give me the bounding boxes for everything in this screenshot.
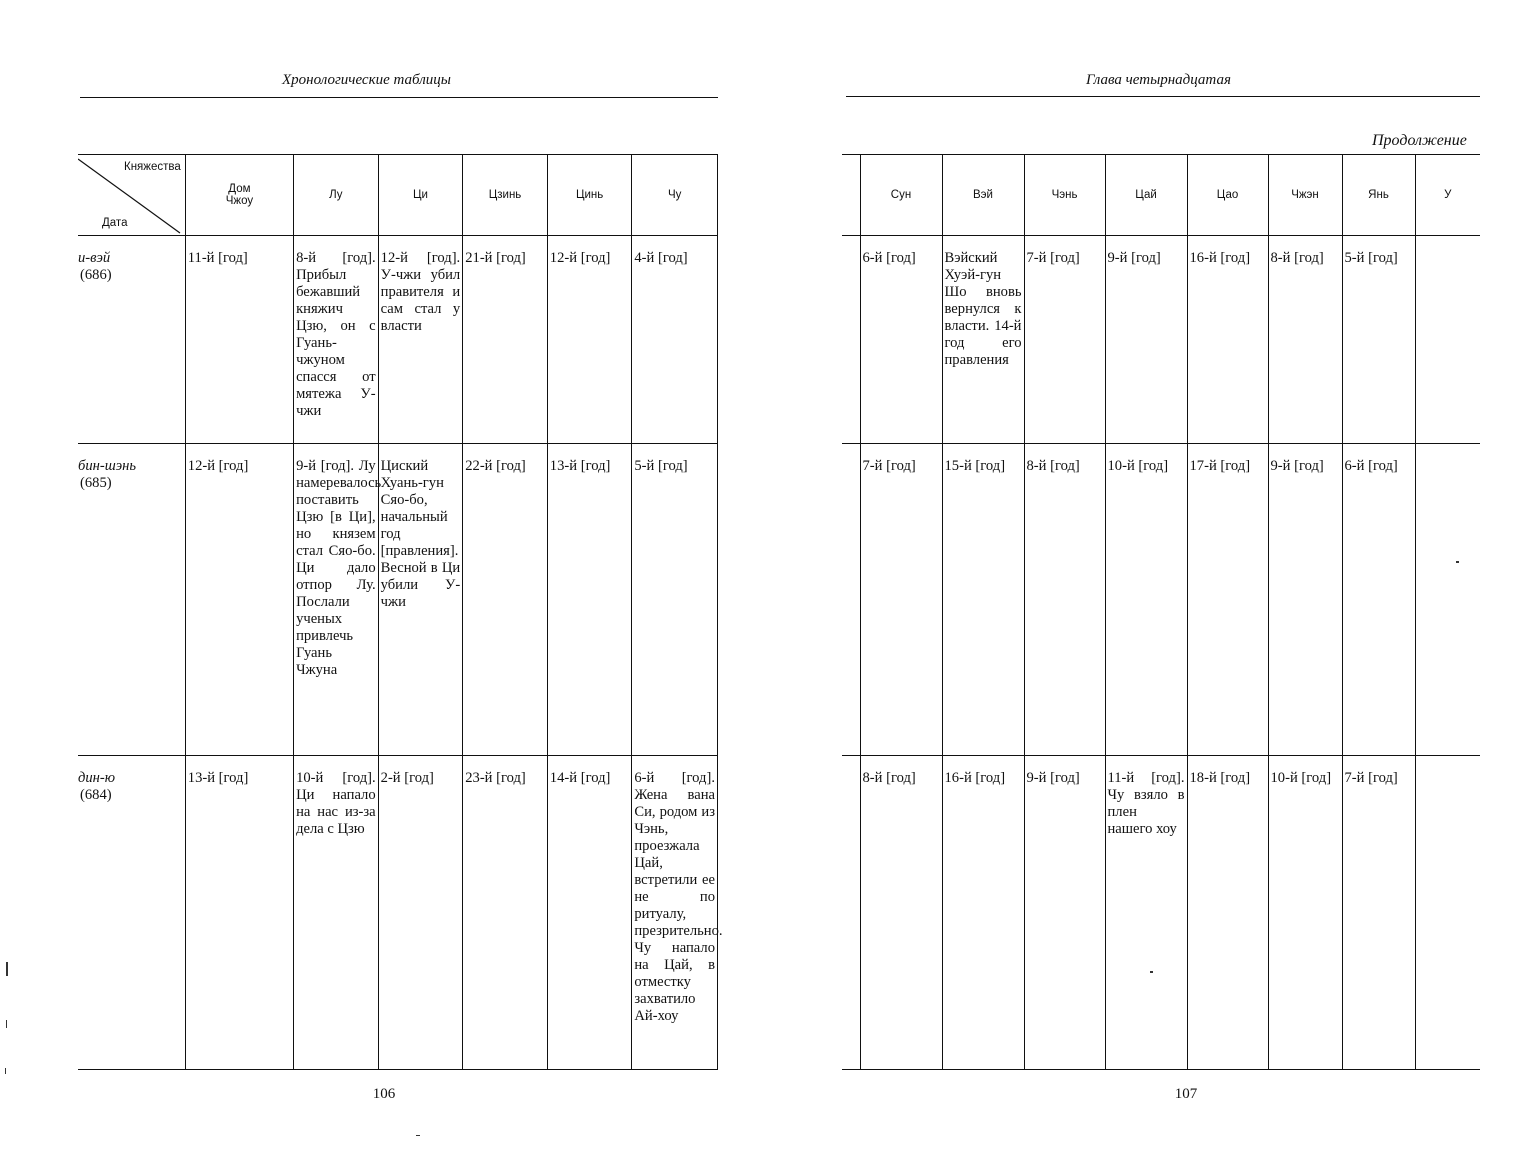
table-cell: 10-й [год]. Ци напало на нас из-за дела с Цзю <box>294 756 379 1070</box>
table-cell: 8-й [год] <box>860 756 942 1070</box>
table-cell: 17-й [год] <box>1187 444 1268 756</box>
table-cell: 22-й [год] <box>463 444 548 756</box>
header-rule <box>80 97 718 98</box>
table-cell: 23-й [год] <box>463 756 548 1070</box>
table-cell: 7-й [год] <box>1024 236 1105 444</box>
page-number: 106 <box>372 1086 396 1102</box>
table-cell: 16-й [год] <box>942 756 1024 1070</box>
column-header: Чжэн <box>1268 155 1342 236</box>
year-bc: (684) <box>80 787 112 803</box>
scan-speck <box>6 1020 7 1028</box>
table-cell: 10-й [год] <box>1268 756 1342 1070</box>
cyclic-date: дин-ю <box>78 770 116 786</box>
column-header: Янь <box>1342 155 1415 236</box>
table-cell: 6-й [год] <box>1342 444 1415 756</box>
table-cell: 2-й [год] <box>378 756 463 1070</box>
scan-speck <box>5 1068 6 1074</box>
column-header: Цзинь <box>463 155 548 236</box>
table-cell: 9-й [год] <box>1268 444 1342 756</box>
table-cell: 16-й [год] <box>1187 236 1268 444</box>
table-cell: 21-й [год] <box>463 236 548 444</box>
column-header: Лу <box>294 155 379 236</box>
date-cell <box>78 756 185 1070</box>
scan-speck <box>6 962 8 976</box>
scan-speck <box>1456 561 1459 563</box>
table-row <box>842 236 1480 444</box>
table-cell: 15-й [год] <box>942 444 1024 756</box>
table-cell: Циский Хуань-гун Сяо-бо, начальный год [правления]. Весной в Ци убили У-чжи <box>378 444 463 756</box>
column-header: Вэй <box>942 155 1024 236</box>
column-header: Цинь <box>547 155 632 236</box>
table-cell: 5-й [год] <box>632 444 718 756</box>
table-cell: 6-й [год] <box>860 236 942 444</box>
scan-speck <box>1150 971 1153 973</box>
table-cell: 6-й [год]. Жена вана Си, родом из Чэнь, проезжала Цай, встретили ее не по ритуалу, презрительно. Чу напало на Цай, в отместку захватило Ай-хоу <box>632 756 718 1070</box>
column-header: Цай <box>1105 155 1187 236</box>
empty-date-cell <box>842 236 860 444</box>
table-cell: 12-й [год] <box>185 444 293 756</box>
continued-label: Продолжение <box>1372 132 1467 149</box>
table-row <box>842 756 1480 1070</box>
cyclic-date: бин-шэнь <box>78 458 137 474</box>
table-cell: 9-й [год]. Лу намеревалось поставить Цзю [в Ци], но князем стал Сяо-бо. Ци дало отпор Лу. Послали ученых привлечь Гуань Чжуна <box>294 444 379 756</box>
column-header: Ци <box>378 155 463 236</box>
year-bc: (685) <box>80 475 112 491</box>
column-header: Чу <box>632 155 718 236</box>
running-head: Хронологические таблицы <box>282 72 451 88</box>
table-cell <box>1415 756 1480 1070</box>
table-cell: 7-й [год] <box>860 444 942 756</box>
table-cell: 8-й [год]. Прибыл бежавший княжич Цзю, он с Гуань-чжуном спасся от мятежа У-чжи <box>294 236 379 444</box>
column-header: Чэнь <box>1024 155 1105 236</box>
scan-speck <box>416 1135 420 1136</box>
table-cell: 11-й [год]. Чу взяло в плен нашего хоу <box>1105 756 1187 1070</box>
table-header-row <box>78 155 718 236</box>
empty-date-column <box>842 155 860 236</box>
header-rule <box>846 96 1480 97</box>
table-cell: 8-й [год] <box>1268 236 1342 444</box>
chronology-table-left <box>78 154 723 1070</box>
table-row <box>842 444 1480 756</box>
column-header: У <box>1415 155 1480 236</box>
table-row <box>78 756 718 1070</box>
table-cell: 9-й [год] <box>1024 756 1105 1070</box>
table-row <box>78 444 718 756</box>
right-page <box>766 0 1532 1164</box>
table-cell: 4-й [год] <box>632 236 718 444</box>
table-cell: 7-й [год] <box>1342 756 1415 1070</box>
corner-label-date: Дата <box>102 217 128 229</box>
column-header: Сун <box>860 155 942 236</box>
table-cell: 12-й [год] <box>547 236 632 444</box>
table-cell <box>1415 236 1480 444</box>
table-cell <box>1415 444 1480 756</box>
empty-date-cell <box>842 444 860 756</box>
table-cell: 10-й [год] <box>1105 444 1187 756</box>
table-cell: 11-й [год] <box>185 236 293 444</box>
date-cell <box>78 236 185 444</box>
header-corner-cell <box>78 155 185 236</box>
running-head: Глава четырнадцатая <box>1086 72 1231 88</box>
table-row <box>78 236 718 444</box>
table-cell: 13-й [год] <box>547 444 632 756</box>
table-cell: 12-й [год]. У-чжи убил правителя и сам стал у власти <box>378 236 463 444</box>
column-header: Цао <box>1187 155 1268 236</box>
table-cell: 13-й [год] <box>185 756 293 1070</box>
cyclic-date: и-вэй <box>78 250 111 266</box>
corner-label-principalities: Княжества <box>124 161 181 173</box>
table-header-row <box>842 155 1480 236</box>
column-header: Дом Чжоу <box>185 155 293 236</box>
year-bc: (686) <box>80 267 112 283</box>
table-cell: Вэйский Хуэй-гун Шо вновь вернулся к власти. 14-й год его правления <box>942 236 1024 444</box>
table-cell: 8-й [год] <box>1024 444 1105 756</box>
date-cell <box>78 444 185 756</box>
chronology-table-right <box>842 154 1480 1070</box>
table-cell: 18-й [год] <box>1187 756 1268 1070</box>
table-cell: 9-й [год] <box>1105 236 1187 444</box>
empty-date-cell <box>842 756 860 1070</box>
page-number: 107 <box>1174 1086 1198 1102</box>
table-cell: 5-й [год] <box>1342 236 1415 444</box>
table-cell: 14-й [год] <box>547 756 632 1070</box>
